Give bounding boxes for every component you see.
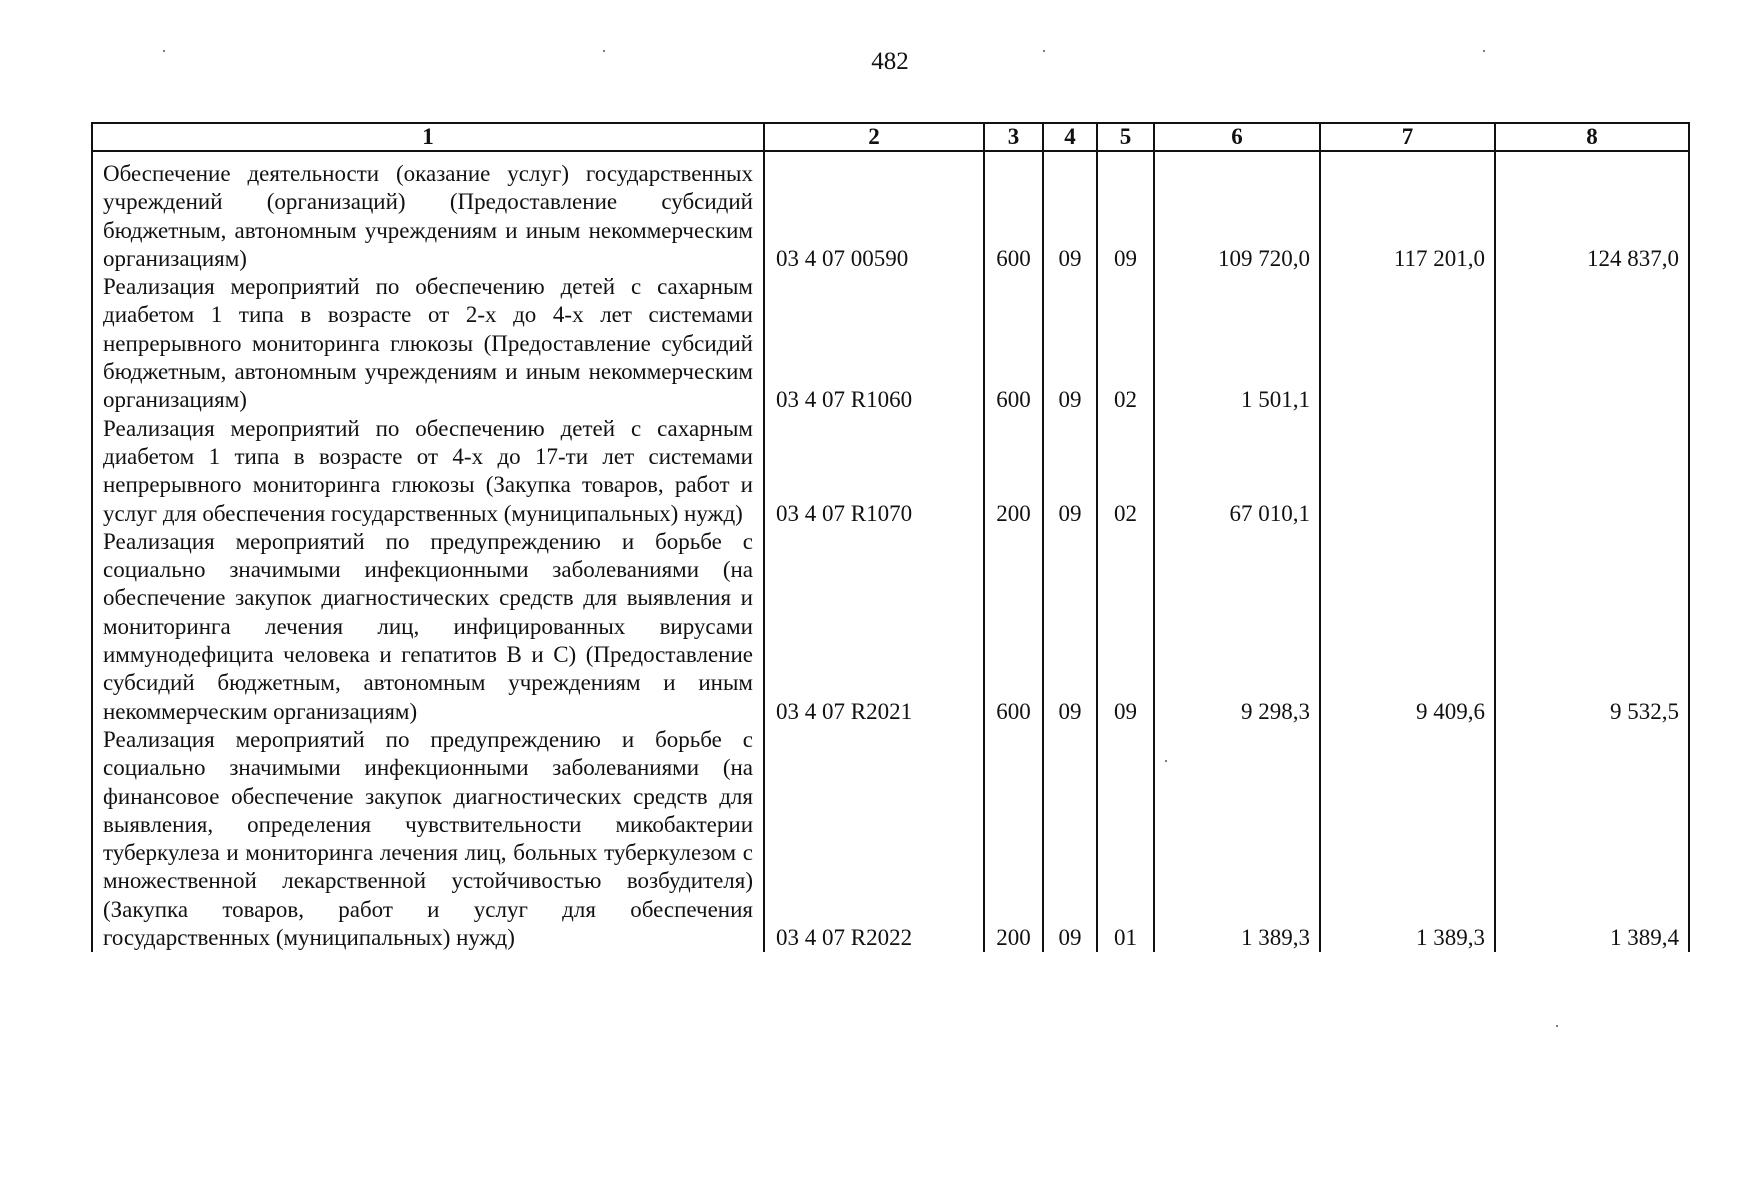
target-article-code: 03 4 07 R1070	[764, 415, 984, 528]
amount-col6: 67 010,1	[1154, 415, 1320, 528]
expense-type: 200	[984, 726, 1043, 952]
target-article-code: 03 4 07 R1060	[764, 273, 984, 414]
subsection-code: 02	[1097, 273, 1154, 414]
table-row	[92, 415, 1689, 528]
expense-type: 200	[984, 415, 1043, 528]
column-header: 2	[764, 123, 984, 151]
column-header: 5	[1097, 123, 1154, 151]
subsection-code: 01	[1097, 726, 1154, 952]
expense-type: 600	[984, 151, 1043, 273]
column-header: 4	[1043, 123, 1097, 151]
column-header: 6	[1154, 123, 1320, 151]
row-description: Реализация мероприятий по обеспечению детей с сахарным диабетом 1 типа в возрасте от 2-х до 4-х лет системами непрерывного мониторинга глюкозы (Предоставление субсидий бюджетным, автономным учреждениям и иным некоммерческим организациям)	[92, 273, 764, 414]
section-code: 09	[1043, 151, 1097, 273]
column-header: 3	[984, 123, 1043, 151]
amount-col8	[1495, 273, 1689, 414]
amount-col7	[1320, 415, 1495, 528]
row-description: Обеспечение деятельности (оказание услуг) государственных учреждений (организаций) (Предоставление субсидий бюджетным, автономным учреждениям и иным некоммерческим организациям)	[92, 151, 764, 273]
amount-col6: 109 720,0	[1154, 151, 1320, 273]
amount-col8: 1 389,4	[1495, 726, 1689, 952]
table-row	[92, 726, 1689, 952]
section-code: 09	[1043, 528, 1097, 726]
subsection-code: 09	[1097, 528, 1154, 726]
column-header: 7	[1320, 123, 1495, 151]
section-code: 09	[1043, 415, 1097, 528]
row-description: Реализация мероприятий по предупреждению и борьбе с социально значимыми инфекционными заболеваниями (на финансовое обеспечение закупок диагностических средств для выявления, определения чувствительности микобактерии туберкулеза и мониторинга лечения лиц, больных туберкулезом с множественной лекарственной устойчивостью возбудителя) (Закупка товаров, работ и услуг для обеспечения государственных (муниципальных) нужд)	[92, 726, 764, 952]
amount-col7: 117 201,0	[1320, 151, 1495, 273]
target-article-code: 03 4 07 R2021	[764, 528, 984, 726]
section-code: 09	[1043, 273, 1097, 414]
scan-speck	[163, 50, 165, 52]
amount-col7	[1320, 273, 1495, 414]
subsection-code: 09	[1097, 151, 1154, 273]
row-description: Реализация мероприятий по обеспечению детей с сахарным диабетом 1 типа в возрасте от 4-х до 17-ти лет системами непрерывного мониторинга глюкозы (Закупка товаров, работ и услуг для обеспечения государственных (муниципальных) нужд)	[92, 415, 764, 528]
scan-speck	[1483, 50, 1485, 52]
section-code: 09	[1043, 726, 1097, 952]
column-header: 1	[92, 123, 764, 151]
table-row	[92, 273, 1689, 414]
column-header: 8	[1495, 123, 1689, 151]
header-row	[92, 123, 1689, 151]
page-number: 482	[871, 48, 909, 75]
scan-speck	[1556, 1025, 1558, 1027]
scan-speck	[1043, 50, 1045, 52]
expense-type: 600	[984, 273, 1043, 414]
scan-speck	[603, 50, 605, 52]
amount-col8: 124 837,0	[1495, 151, 1689, 273]
expense-type: 600	[984, 528, 1043, 726]
table-row	[92, 151, 1689, 273]
amount-col8	[1495, 415, 1689, 528]
subsection-code: 02	[1097, 415, 1154, 528]
amount-col6: 9 298,3	[1154, 528, 1320, 726]
amount-col8: 9 532,5	[1495, 528, 1689, 726]
amount-col6: 1 501,1	[1154, 273, 1320, 414]
amount-col7: 9 409,6	[1320, 528, 1495, 726]
amount-col6: 1 389,3	[1154, 726, 1320, 952]
target-article-code: 03 4 07 00590	[764, 151, 984, 273]
budget-table	[91, 122, 1690, 952]
target-article-code: 03 4 07 R2022	[764, 726, 984, 952]
row-description: Реализация мероприятий по предупреждению и борьбе с социально значимыми инфекционными заболеваниями (на обеспечение закупок диагностических средств для выявления и мониторинга лечения лиц, инфицированных вирусами иммунодефицита человека и гепатитов В и С) (Предоставление субсидий бюджетным, автономным учреждениям и иным некоммерческим организациям)	[92, 528, 764, 726]
table-row	[92, 528, 1689, 726]
amount-col7: 1 389,3	[1320, 726, 1495, 952]
